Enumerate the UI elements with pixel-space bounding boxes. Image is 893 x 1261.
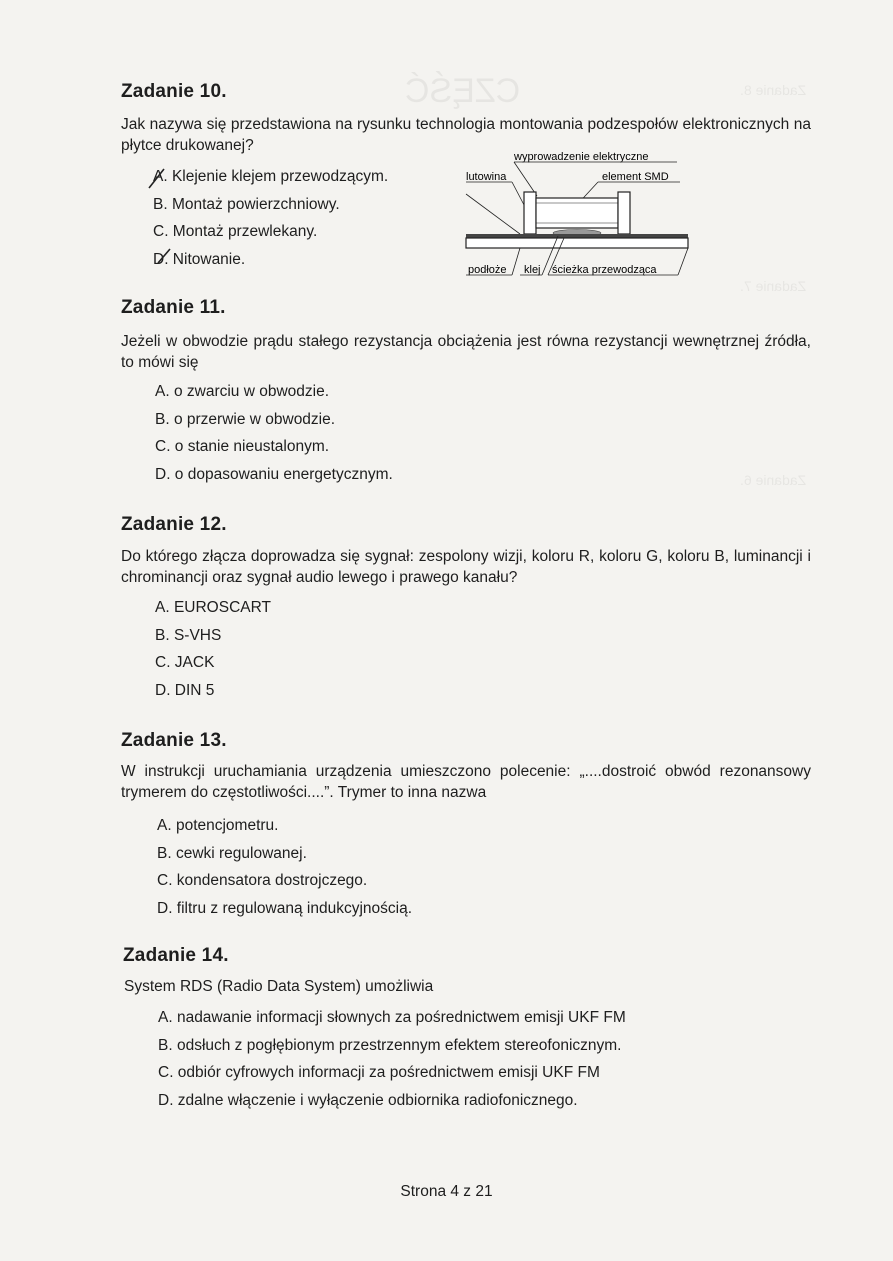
answer-option[interactable]: B. Montaż powierzchniowy. xyxy=(153,195,340,213)
answer-option[interactable]: B. odsłuch z pogłębionym przestrzennym efektem stereofonicznym. xyxy=(158,1036,622,1054)
answer-option[interactable]: A. potencjometru. xyxy=(157,817,279,834)
answer-list xyxy=(155,594,271,704)
answer-option[interactable]: C. kondensatora dostrojczego. xyxy=(157,872,368,889)
answer-option[interactable]: C. Montaż przewlekany. xyxy=(153,223,318,240)
answer-list xyxy=(157,812,412,922)
bleed-through-line: Zadanie 7. xyxy=(740,278,807,294)
task-question: Jak nazywa się przedstawiona na rysunku technologia montowania podzespołów elektronicznych na płytce drukowanej? xyxy=(121,116,811,154)
answer-option[interactable]: C. JACK xyxy=(155,654,215,671)
bleed-through-header: CZĘŚĆ xyxy=(405,72,521,110)
task-title: Zadanie 11. xyxy=(121,297,226,318)
conductive-track xyxy=(466,234,688,238)
answer-option[interactable]: D. o dopasowaniu energetycznym. xyxy=(155,465,393,483)
left-lead xyxy=(524,192,536,234)
task-question: Do którego złącza doprowadza się sygnał: zespolony wizji, koloru R, koloru G, koloru B, luminancji i chrominancji oraz sygnał audio lewego i prawego kanału? xyxy=(121,548,811,586)
figure-label-substrate: podłoże xyxy=(468,264,507,276)
bleed-through-line: Zadanie 6. xyxy=(740,472,807,488)
substrate xyxy=(466,238,688,248)
pen-mark-answer-a xyxy=(146,166,168,190)
answer-list xyxy=(155,378,393,488)
figure-label-lead: wyprowadzenie elektryczne xyxy=(514,151,649,163)
answer-option[interactable]: B. o przerwie w obwodzie. xyxy=(155,410,336,428)
answer-option[interactable]: B. cewki regulowanej. xyxy=(157,844,307,862)
task-title: Zadanie 14. xyxy=(123,945,229,966)
answer-option[interactable]: D. DIN 5 xyxy=(155,681,215,699)
answer-option[interactable]: A. EUROSCART xyxy=(155,599,271,616)
answer-option[interactable]: D. filtru z regulowaną indukcyjnością. xyxy=(157,899,413,917)
task-title: Zadanie 12. xyxy=(121,514,227,535)
answer-option[interactable]: A. Klejenie klejem przewodzącym. xyxy=(153,168,389,185)
figure-label-solder: lutowina xyxy=(466,171,507,183)
answer-option[interactable]: B. S-VHS xyxy=(155,626,222,644)
task-title: Zadanie 10. xyxy=(121,81,227,102)
task-question: System RDS (Radio Data System) umożliwia xyxy=(124,978,434,995)
task-question: Jeżeli w obwodzie prądu stałego rezystancja obciążenia jest równa rezystancji wewnętrznej źródła, to mówi się xyxy=(121,333,811,371)
answer-list xyxy=(153,163,388,273)
pen-mark-answer-d xyxy=(152,247,174,267)
smd-mounting-diagram xyxy=(462,146,692,288)
answer-option[interactable]: A. o zwarciu w obwodzie. xyxy=(155,383,330,400)
right-lead xyxy=(618,192,630,234)
figure-label-glue: klej xyxy=(524,264,541,276)
task-title: Zadanie 13. xyxy=(121,730,227,751)
figure-label-track: ścieżka przewodząca xyxy=(552,264,657,276)
answer-option[interactable]: C. o stanie nieustalonym. xyxy=(155,438,330,455)
answer-option[interactable]: D. Nitowanie. xyxy=(153,250,246,268)
bleed-through-line: Zadanie 8. xyxy=(740,82,807,98)
answer-list xyxy=(158,1004,626,1114)
task-question: W instrukcji uruchamiania urządzenia umieszczono polecenie: „....dostroić obwód rezonansowy trymerem do częstotliwości....”. Trymer to inna nazwa xyxy=(121,763,811,801)
answer-option[interactable]: C. odbiór cyfrowych informacji za pośrednictwem emisji UKF FM xyxy=(158,1064,600,1081)
figure-label-smd: element SMD xyxy=(602,171,669,183)
answer-option[interactable]: A. nadawanie informacji słownych za pośrednictwem emisji UKF FM xyxy=(158,1009,626,1026)
page-number: Strona 4 z 21 xyxy=(400,1183,493,1200)
answer-option[interactable]: D. zdalne włączenie i wyłączenie odbiornika radiofonicznego. xyxy=(158,1091,578,1109)
smd-component-body xyxy=(536,198,618,228)
